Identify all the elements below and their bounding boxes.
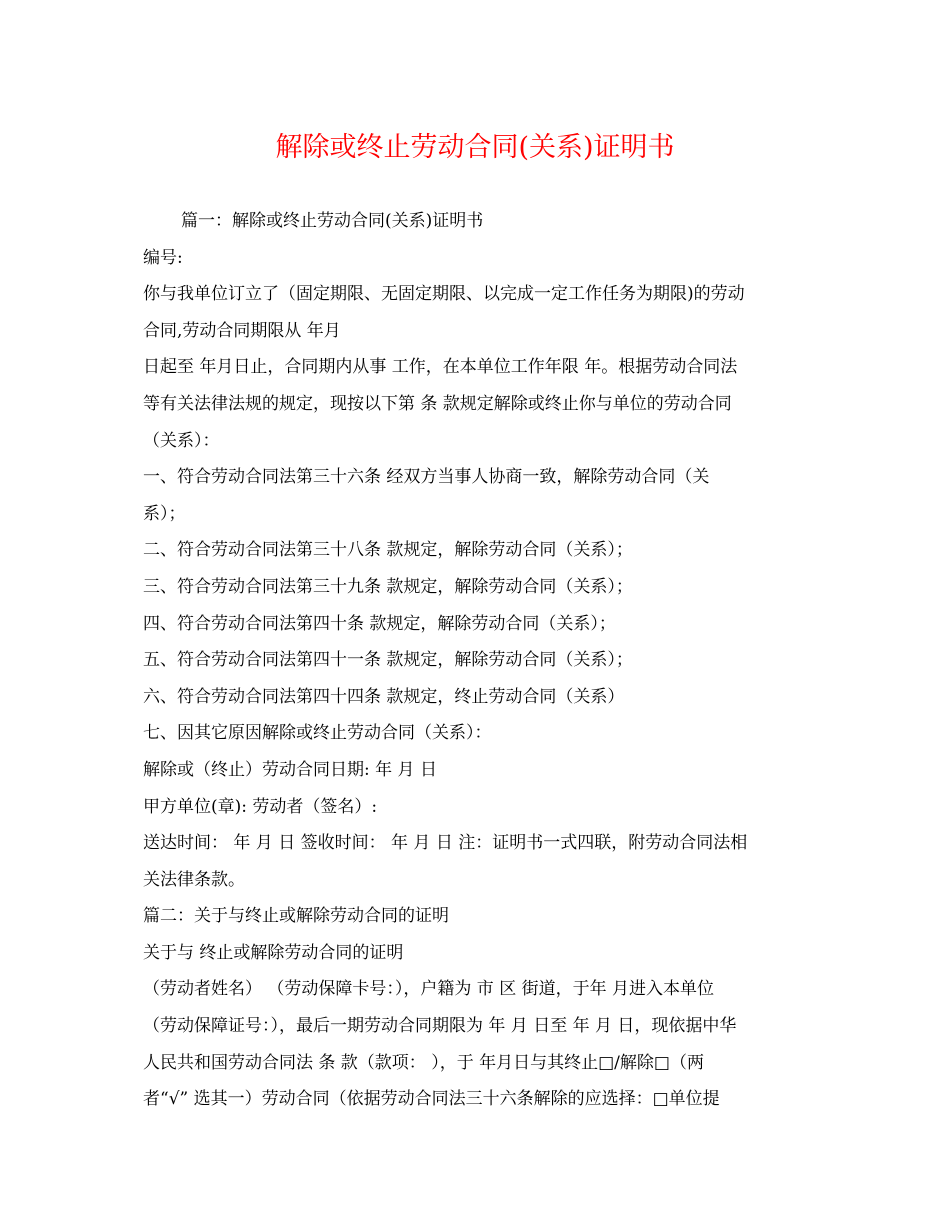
list-item: 三、符合劳动合同法第三十九条 款规定，解除劳动合同（关系）； <box>143 576 633 597</box>
paragraph-line: 你与我单位订立了（固定期限、无固定期限、以完成一定工作任务为期限)的劳动 <box>143 284 745 305</box>
paragraph-line: （劳动保障证号：），最后一期劳动合同期限为 年 月 日至 年 月 日，现依据中华 <box>143 1016 737 1037</box>
list-item: 系）； <box>143 503 186 524</box>
paragraph-line: 关于与 终止或解除劳动合同的证明 <box>143 942 404 963</box>
section-heading: 篇二：关于与终止或解除劳动合同的证明 <box>143 906 449 927</box>
paragraph-line: 日起至 年月日止，合同期内从事 工作，在本单位工作年限 年。根据劳动合同法 <box>143 357 738 378</box>
paragraph-line: 编号: <box>143 247 183 268</box>
document-title: 解除或终止劳动合同(关系)证明书 <box>275 132 675 163</box>
paragraph-line: 关法律条款。 <box>143 869 245 890</box>
paragraph-line: （关系）： <box>143 430 220 451</box>
document-body <box>143 203 813 1118</box>
paragraph-line: 者“√” 选其一）劳动合同（依据劳动合同法三十六条解除的应选择：□单位提 <box>143 1089 720 1110</box>
paragraph-line: 人民共和国劳动合同法 条 款（款项： ），于 年月日与其终止□/解除□（两 <box>143 1052 704 1073</box>
list-item: 五、符合劳动合同法第四十一条 款规定，解除劳动合同（关系）； <box>143 650 633 671</box>
list-item: 一、符合劳动合同法第三十六条 经双方当事人协商一致，解除劳动合同（关 <box>143 467 710 488</box>
list-item: 七、因其它原因解除或终止劳动合同（关系）： <box>143 723 492 744</box>
paragraph-line: 合同,劳动合同期限从 年月 <box>143 320 341 341</box>
paragraph-line: 解除或（终止）劳动合同日期: 年 月 日 <box>143 759 437 780</box>
list-item: 六、符合劳动合同法第四十四条 款规定，终止劳动合同（关系） <box>143 686 625 707</box>
list-item: 二、符合劳动合同法第三十八条 款规定，解除劳动合同（关系）； <box>143 540 633 561</box>
paragraph-line: 送达时间： 年 月 日 签收时间： 年 月 日 注：证明书一式四联，附劳动合同法相 <box>143 833 748 854</box>
paragraph-line: 甲方单位(章): 劳动者（签名）: <box>143 796 378 817</box>
list-item: 四、符合劳动合同法第四十条 款规定，解除劳动合同（关系）； <box>143 613 616 634</box>
paragraph-line: （劳动者姓名） （劳动保障卡号：），户籍为 市 区 街道，于年 月进入本单位 <box>143 979 715 1000</box>
paragraph-line: 等有关法律法规的规定，现按以下第 条 款规定解除或终止你与单位的劳动合同 <box>143 393 732 414</box>
section-heading: 篇一：解除或终止劳动合同(关系)证明书 <box>181 211 484 231</box>
